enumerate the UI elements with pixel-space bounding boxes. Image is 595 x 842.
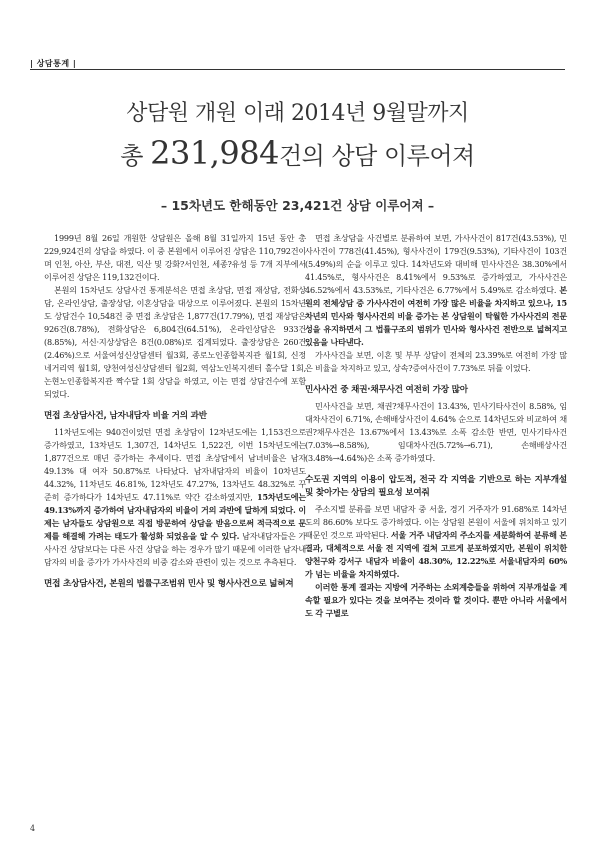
paragraph: [305, 581, 567, 620]
section-tag: | 상담통계 |: [30, 59, 77, 68]
section-heading: 면접 초상담사건, 본원의 법률구조범위 민사 및 형사사건으로 넓혀져: [44, 579, 294, 589]
section-heading: 면접 초상담사건, 남자내담자 비율 거의 과반: [44, 411, 207, 421]
text-run: 면접 초상담을 사건별로 분류하여 보면, 가사사건이 817건(43.53%), 민사사건이 778건(41.45%), 형사사건이 179건(9.53%), 기타사건이 103건(5.49%)의 순을 이루고 있다. 14차년도와 대비해 민사사건은 38.30%에서 41.45%로, 형사사건은 8.41%에서 9.53%로 증가하였고, 가사사건은 46.52%에서 43.53%로, 기타사건은 6.77%에서 5.49%로 감소하였다.: [305, 233, 567, 295]
text-run: 주소지별 분류를 보면 내담자 중 서울, 경기 거주자가 91.68%로 14차년도의 86.60% 보다도 증가하였다. 이는 상담원 본원이 서울에 위치하고 있기 때문인 것으로 파악된다.: [305, 504, 567, 540]
paragraph: [44, 426, 306, 569]
title-prefix: 총: [120, 142, 151, 170]
section-heading: 수도권 지역의 이용이 압도적, 전국 각 지역을 기반으로 하는 지부개설 및 찾아가는 상담의 필요성 보여줘: [305, 475, 567, 498]
title-total-count: 231,984: [150, 134, 279, 172]
paragraph: 본원의 15차년도 상담사건 통계분석은 면접 초상담, 면접 재상담, 전화상담, 온라인상담, 출장상담, 이혼상담을 대상으로 이루어졌다. 본원의 15차년도 상담건수 10,548건 중 면접 초상담은 1,877건(17.79%), 면접 재상담은 926건(8.78%), 전화상담은 6,804건(64.51%), 온라인상담은 933건(8.85%), 서신·지상상담은 8건(0.08%)로 집계되었다. 출장상담은 260건(2.46%)으로 서울여성신상담센터 월3회, 종로노인종합복지관 월1회, 신정네거리역 월1회, 양천여성신상담센터 월2회, 역삼노인복지센터 홀수달 1회, 논현노인종합복지관 짝수달 1회 상담을 하였고, 이는 면접 상담건수에 포함되었다.: [44, 285, 306, 399]
section-heading: 민사사건 중 채권·채무사건 여전히 가장 많아: [305, 385, 468, 395]
title-suffix: 건의 상담 이루어져: [278, 142, 475, 170]
header-rule: [30, 69, 565, 70]
emphasis-text: 15차년도에는 49.13%까지 증가하여 남자내담자의 비율이 거의 과반에 달하게 되었다. 이제는 남자들도 상담원으로 직접 방문하여 상담을 받음으로써 적극적으로 문제를 해결해 가려는 태도가 활성화 되었음을 알 수 있다.: [44, 492, 306, 541]
paragraph: 민사사건을 보면, 채권?채무사건이 13.43%, 민사기타사건이 8.58%, 임대차사건이 6.71%, 손해배상사건이 4.64% 순으로 14차년도와 비교하여 채권?채무사건은 13.67%에서 13.43%로 소폭 감소한 반면, 민사기타사건(7.03%→8.58%), 임대차사건(5.72%→6.71), 손해배상사건(3.48%→4.64%)은 소폭 증가하였다.: [305, 401, 567, 463]
article-title-line2: [0, 134, 595, 172]
paragraph: [305, 503, 567, 581]
page-number: 4: [30, 824, 36, 833]
right-column: [305, 232, 567, 620]
paragraph: 가사사건을 보면, 이혼 및 부부 상담이 전체의 23.39%로 여전히 가장 많은 비율을 차지하고 있고, 상속?증여사건이 7.73%로 뒤를 이었다.: [305, 350, 567, 373]
emphasis-text: 서울 거주 내담자의 주소지를 세분화하여 분류해 본 결과, 대체적으로 서울 전 지역에 걸쳐 고르게 분포하였지만, 본원이 위치한 양천구와 강서구 내담자 비율이 48.30%, 12.22%로 서울내담자의 60%가 넘는 비율을 차지하였다.: [305, 530, 567, 579]
article-subtitle: – 15차년도 한해동안 23,421건 상담 이루어져 –: [160, 198, 435, 213]
paragraph: 1999년 8월 26일 개원한 상담원은 올해 8월 31일까지 15년 동안 총 229,924건의 상담을 하였다. 이 중 본원에서 이루어진 상담은 110,792건이며 인천, 아산, 부산, 대전, 익산 및 강화?서인천, 세종?유성 등 7개 지부에서 이루어진 상담은 119,132건이다.: [44, 233, 306, 282]
left-column: [44, 232, 306, 594]
emphasis-text: 이러한 통계 결과는 지방에 거주하는 소외계층들을 위하여 지부개설을 계속할 필요가 있다는 것을 보여주는 것이라 할 것이다. 뿐만 아니라 서울에서도 각 구별로: [305, 582, 567, 618]
text-run: 남자내담자들은 가사사건 상담보다는 다른 사건 상담을 하는 경우가 많기 때문에 이러한 남자내담자의 비율 증가가 가사사건의 비중 감소와 관련이 있는 것으로 추측된다.: [44, 531, 307, 567]
article-title-line1: 상담원 개원 이래 2014년 9월말까지: [126, 101, 469, 126]
paragraph: [305, 232, 567, 349]
text-run: 11차년도에는 940건이었던 면접 초상담이 12차년도에는 1,153건으로 증가하였고, 13차년도 1,307건, 14차년도 1,522건, 이번 15차년도에는 1,877건으로 매년 증가하는 추세이다. 면접 초상담에서 남녀비율은 남자 49.13% 대 여자 50.87%로 나타났다. 남자내담자의 비율이 10차년도 44.32%, 11차년도 46.81%, 12차년도 47.27%, 13차년도 48.32%로 꾸준히 증가하다가 14차년도 47.11%로 약간 감소하였지만,: [44, 427, 306, 502]
emphasis-text: 본원의 전체상담 중 가사사건이 여전히 가장 많은 비율을 차지하고 있으나, 15차년의 민사와 형사사건의 비율 증가는 본 상담원이 탁월한 가사사건의 전문성을 유지하면서 그 법률구조의 범위가 민사와 형사사건 전반으로 넓혀지고 있음을 나타낸다.: [305, 285, 567, 347]
